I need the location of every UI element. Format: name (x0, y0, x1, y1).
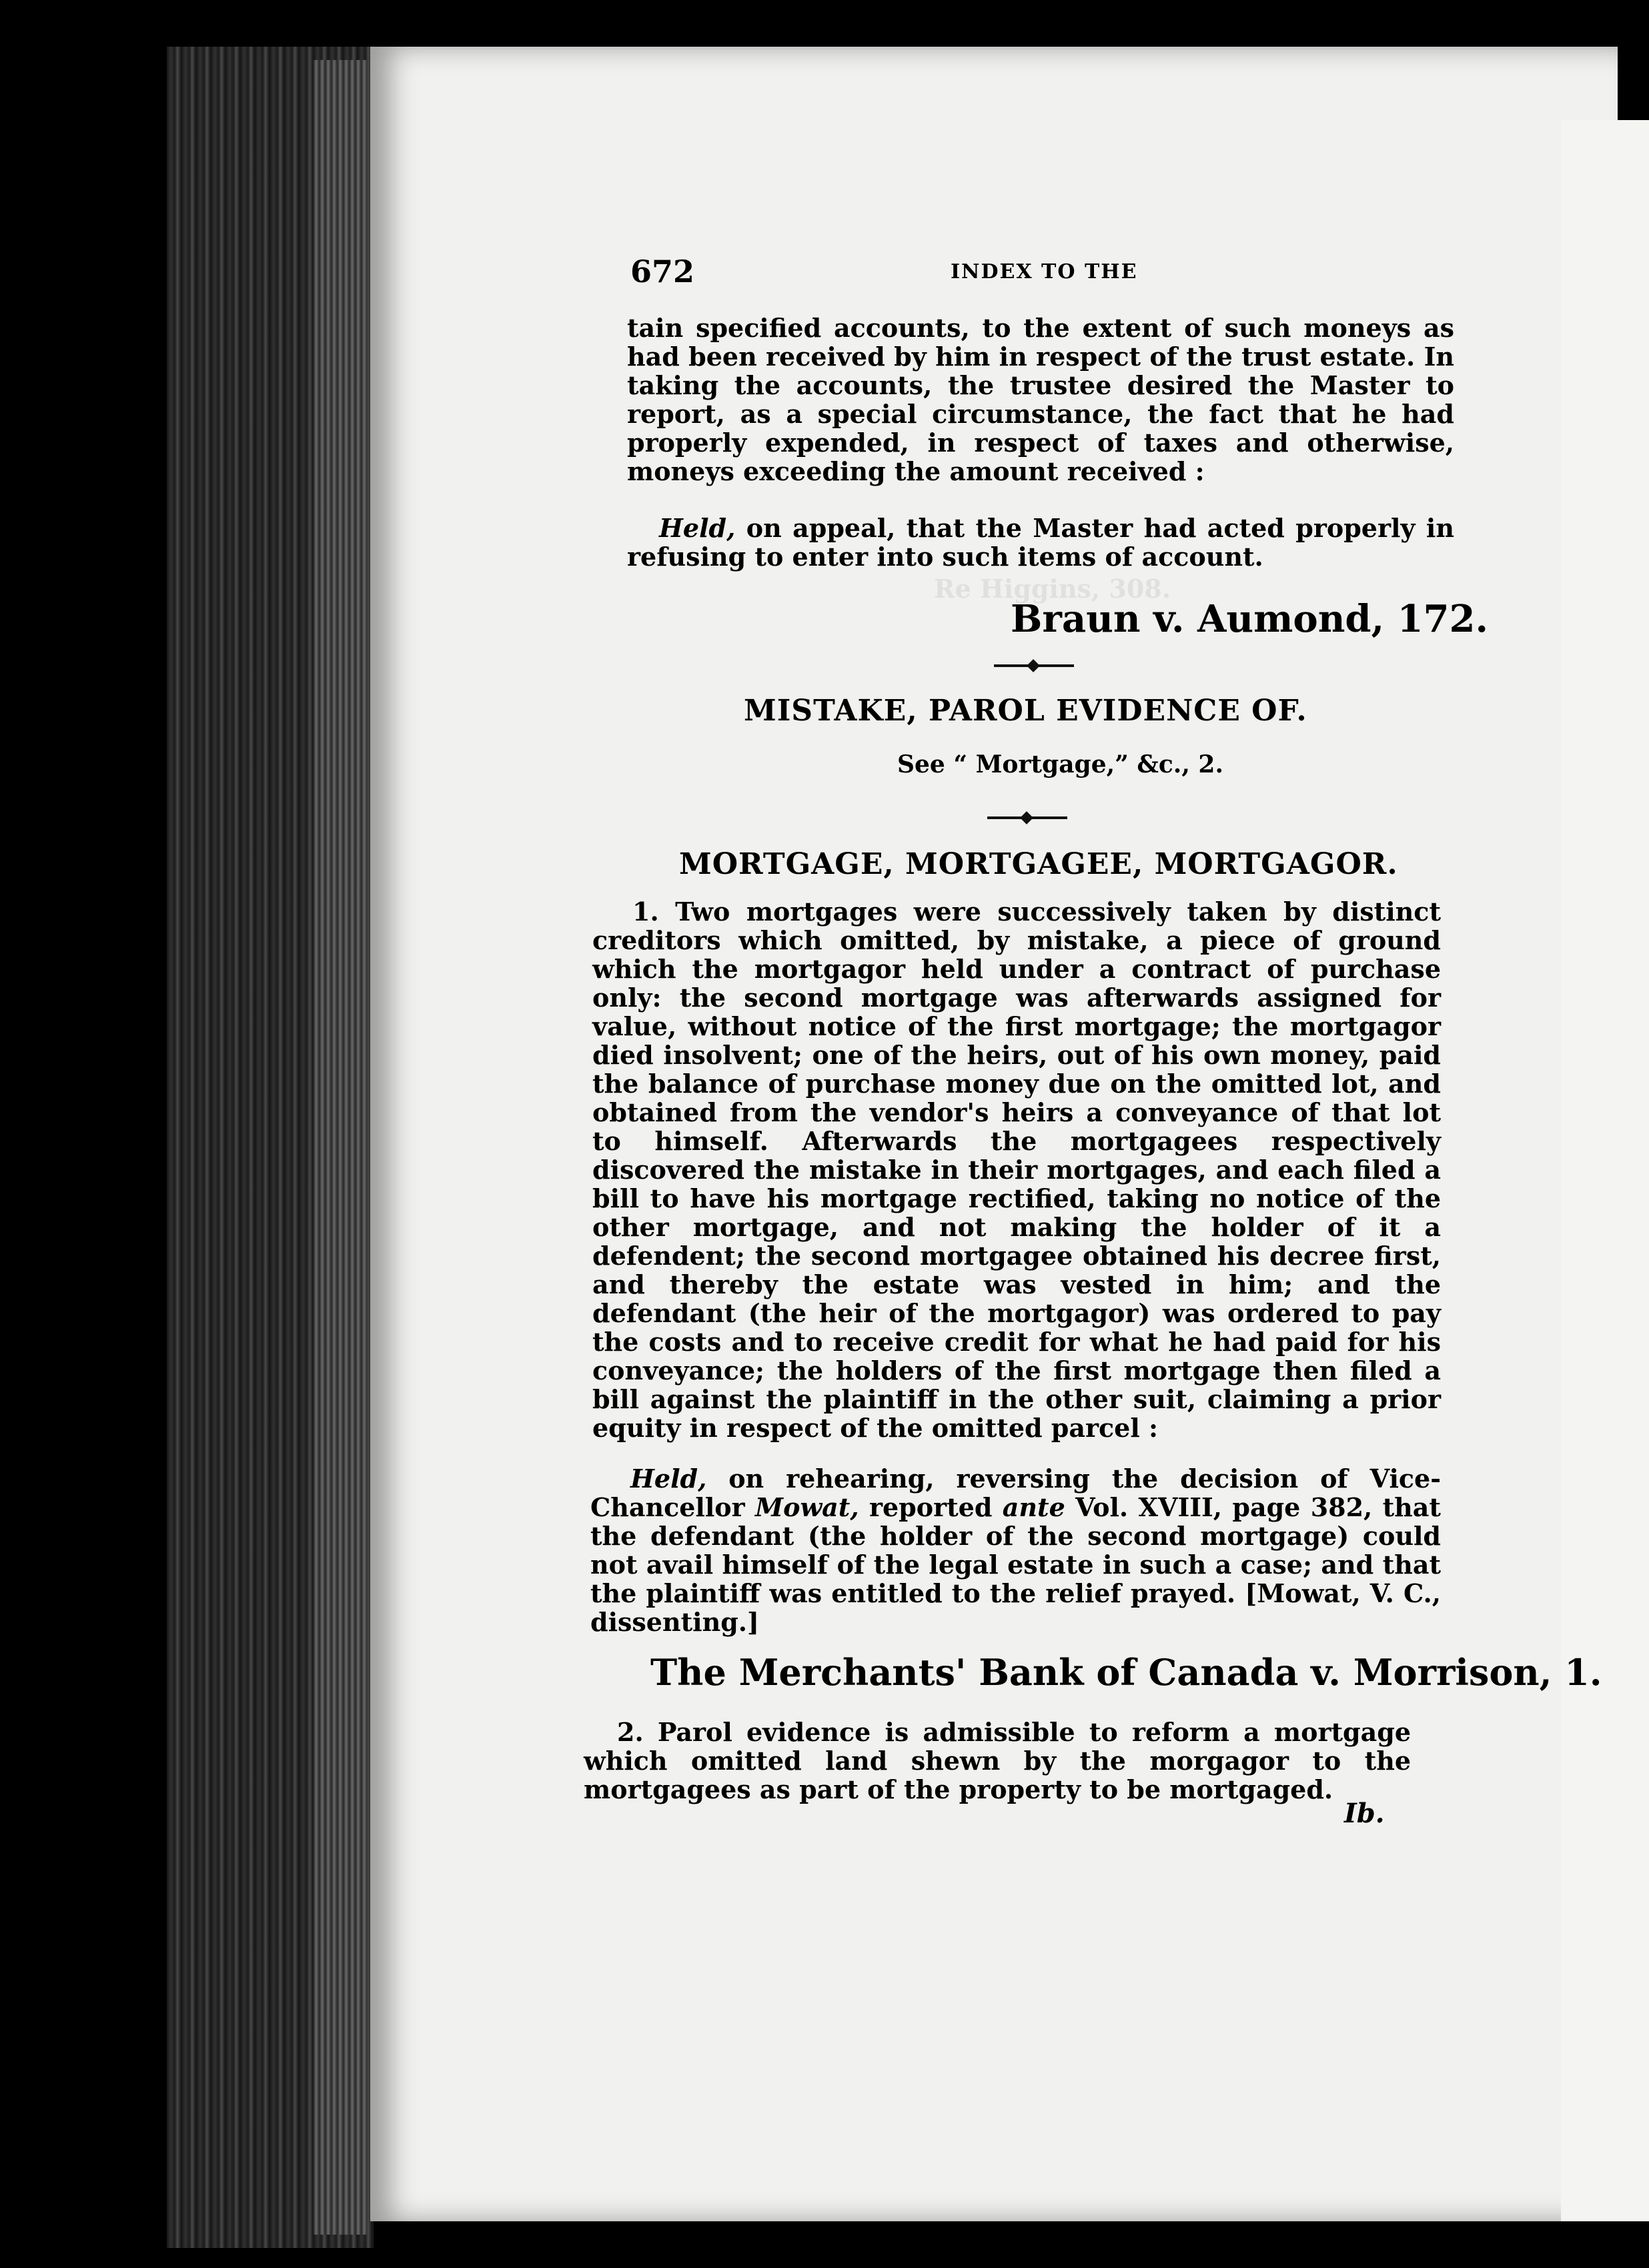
case-citation-braun: Braun v. Aumond, 172. (1011, 597, 1488, 641)
held-text: on rehearing, reversing the decision of Vice-Chancellor (590, 1464, 1441, 1522)
held-text: reported (859, 1492, 1003, 1522)
case-citation-merchants: The Merchants' Bank of Canada v. Morrison, 1. (650, 1651, 1602, 1694)
section-divider (994, 660, 1074, 670)
section-divider (987, 812, 1067, 822)
book-spine-edge (314, 60, 367, 2235)
ibid-reference: Ib. (1344, 1798, 1385, 1829)
mortgage-paragraph-2: 2. Parol evidence is admissible to reform a mortgage which omitted land shewn by the morgagor to the mortgagees as part of the property to be mortgaged. (584, 1717, 1411, 1804)
judge-name: Mowat, (755, 1492, 859, 1522)
page-header (630, 253, 1431, 294)
held-lead: Held, (659, 513, 736, 543)
held-text: Vol. XVIII, page 382, that the defendant (the holder of the second mortgage) could not avail himself of the legal estate in such a case; and that the plaintiff was entitled to the relief prayed. [Mowat, V. C., dissenting.] (590, 1492, 1441, 1637)
held-paragraph-1 (627, 514, 1454, 571)
held-paragraph-2 (590, 1464, 1441, 1636)
top-paragraph: tain specified accounts, to the extent of such moneys as had been received by him in respect of the trust estate. In taking the accounts, the trustee desired the Master to report, as a special circumstance, the fact that he had properly expended, in respect of taxes and otherwise, moneys exceeding the amount received : (627, 313, 1454, 486)
mortgage-paragraph-1: 1. Two mortgages were successively taken by distinct creditors which omitted, by mistake, a piece of ground which the mortgagor held under a contract of purchase only: the second mortgage was afterwards assigned for value, without notice of the first mortgage; the mortgagor died insolvent; one of the heirs, out of his own money, paid the balance of purchase money due on the omitted lot, and obtained from the vendor's heirs a conveyance of that lot to himself. Afterwards the mortgagees respectively discovered the mistake in their mortgages, and each filed a bill to have his mortgage rectified, taking no notice of the other mortgage, and not making the holder of it a defendent; the second mortgagee obtained his decree first, and thereby the estate was vested in him; and the defendant (the heir of the mortgagor) was ordered to pay the costs and to receive credit for what he had paid for his conveyance; the holders of the first mortgage then filed a bill against the plaintiff in the other suit, claiming a prior equity in respect of the omitted parcel : (592, 897, 1441, 1443)
held-lead: Held, (630, 1464, 707, 1494)
bleed-through-text: Re Higgins, 308. (934, 574, 1171, 604)
ante-word: ante (1002, 1492, 1065, 1522)
page-number: 672 (630, 253, 695, 290)
facing-page-edge (1561, 120, 1649, 2221)
held-text: on appeal, that the Master had acted properly in refusing to enter into such items of account. (627, 513, 1454, 572)
heading-mistake: MISTAKE, PAROL EVIDENCE OF. (744, 694, 1307, 728)
running-head: INDEX TO THE (951, 260, 1138, 284)
heading-mortgage: MORTGAGE, MORTGAGEE, MORTGAGOR. (679, 847, 1398, 881)
see-also-reference: See “ Mortgage,” &c., 2. (897, 750, 1223, 778)
